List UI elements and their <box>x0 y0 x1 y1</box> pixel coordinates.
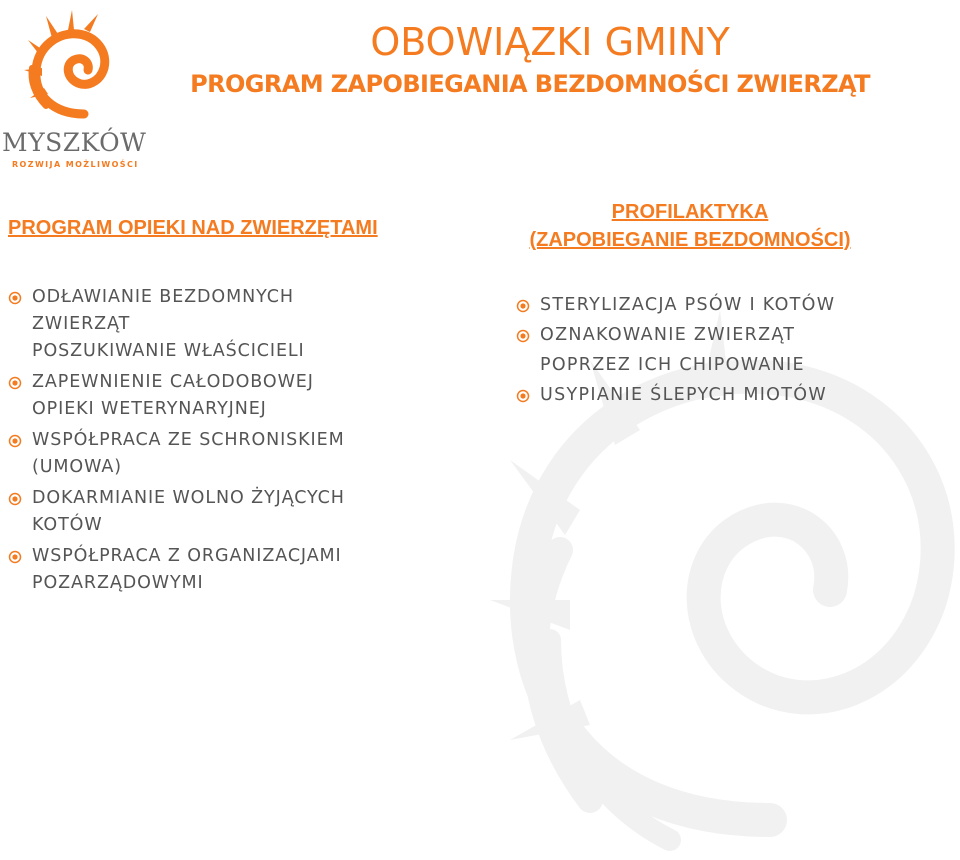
list-item <box>8 543 468 597</box>
logo-title: MYSZKÓW <box>2 128 147 157</box>
right-column-heading <box>500 198 880 254</box>
list-item <box>8 485 468 539</box>
page-title: OBOWIĄZKI GMINY <box>370 20 730 64</box>
left-column-heading: PROGRAM OPIEKI NAD ZWIERZĘTAMI <box>8 217 378 239</box>
logo-tagline: ROZWIJA MOŻLIWOŚCI <box>12 160 139 169</box>
list-item-text: OZNAKOWANIE ZWIERZĄT POPRZEZ ICH CHIPOWANIE <box>540 325 805 375</box>
left-bullet-list <box>8 284 468 601</box>
myszkow-logo <box>2 10 147 170</box>
circle-dot-bullet-icon <box>8 434 22 448</box>
circle-dot-bullet-icon <box>8 376 22 390</box>
list-item-text: USYPIANIE ŚLEPYCH MIOTÓW <box>540 385 827 405</box>
right-bullet-list <box>516 290 936 410</box>
circle-dot-bullet-icon <box>8 291 22 305</box>
list-item-text: WSPÓŁPRACA Z ORGANIZACJAMI POZARZĄDOWYMI <box>32 546 342 593</box>
list-item <box>516 290 936 320</box>
list-item-text: STERYLIZACJA PSÓW I KOTÓW <box>540 295 836 315</box>
list-item <box>8 427 468 481</box>
list-item <box>516 320 936 380</box>
list-item <box>8 284 468 365</box>
list-item-text: ZAPEWNIENIE CAŁODOBOWEJ OPIEKI WETERYNARYJNEJ <box>32 372 314 419</box>
circle-dot-bullet-icon <box>516 329 530 343</box>
circle-dot-bullet-icon <box>8 492 22 506</box>
list-item <box>516 380 936 410</box>
list-item-text: WSPÓŁPRACA ZE SCHRONISKIEM (UMOWA) <box>32 430 345 477</box>
circle-dot-bullet-icon <box>516 299 530 313</box>
circle-dot-bullet-icon <box>516 389 530 403</box>
list-item <box>8 369 468 423</box>
list-item-text: ODŁAWIANIE BEZDOMNYCH ZWIERZĄT POSZUKIWANIE WŁAŚCICIELI <box>32 287 305 361</box>
right-heading-line1: PROFILAKTYKA <box>611 201 769 223</box>
circle-dot-bullet-icon <box>8 550 22 564</box>
shell-logo-icon <box>24 10 118 122</box>
page-subtitle: PROGRAM ZAPOBIEGANIA BEZDOMNOŚCI ZWIERZĄT <box>190 70 870 98</box>
list-item-text: DOKARMIANIE WOLNO ŻYJĄCYCH KOTÓW <box>32 488 345 535</box>
right-heading-line2: (ZAPOBIEGANIE BEZDOMNOŚCI) <box>529 229 851 251</box>
